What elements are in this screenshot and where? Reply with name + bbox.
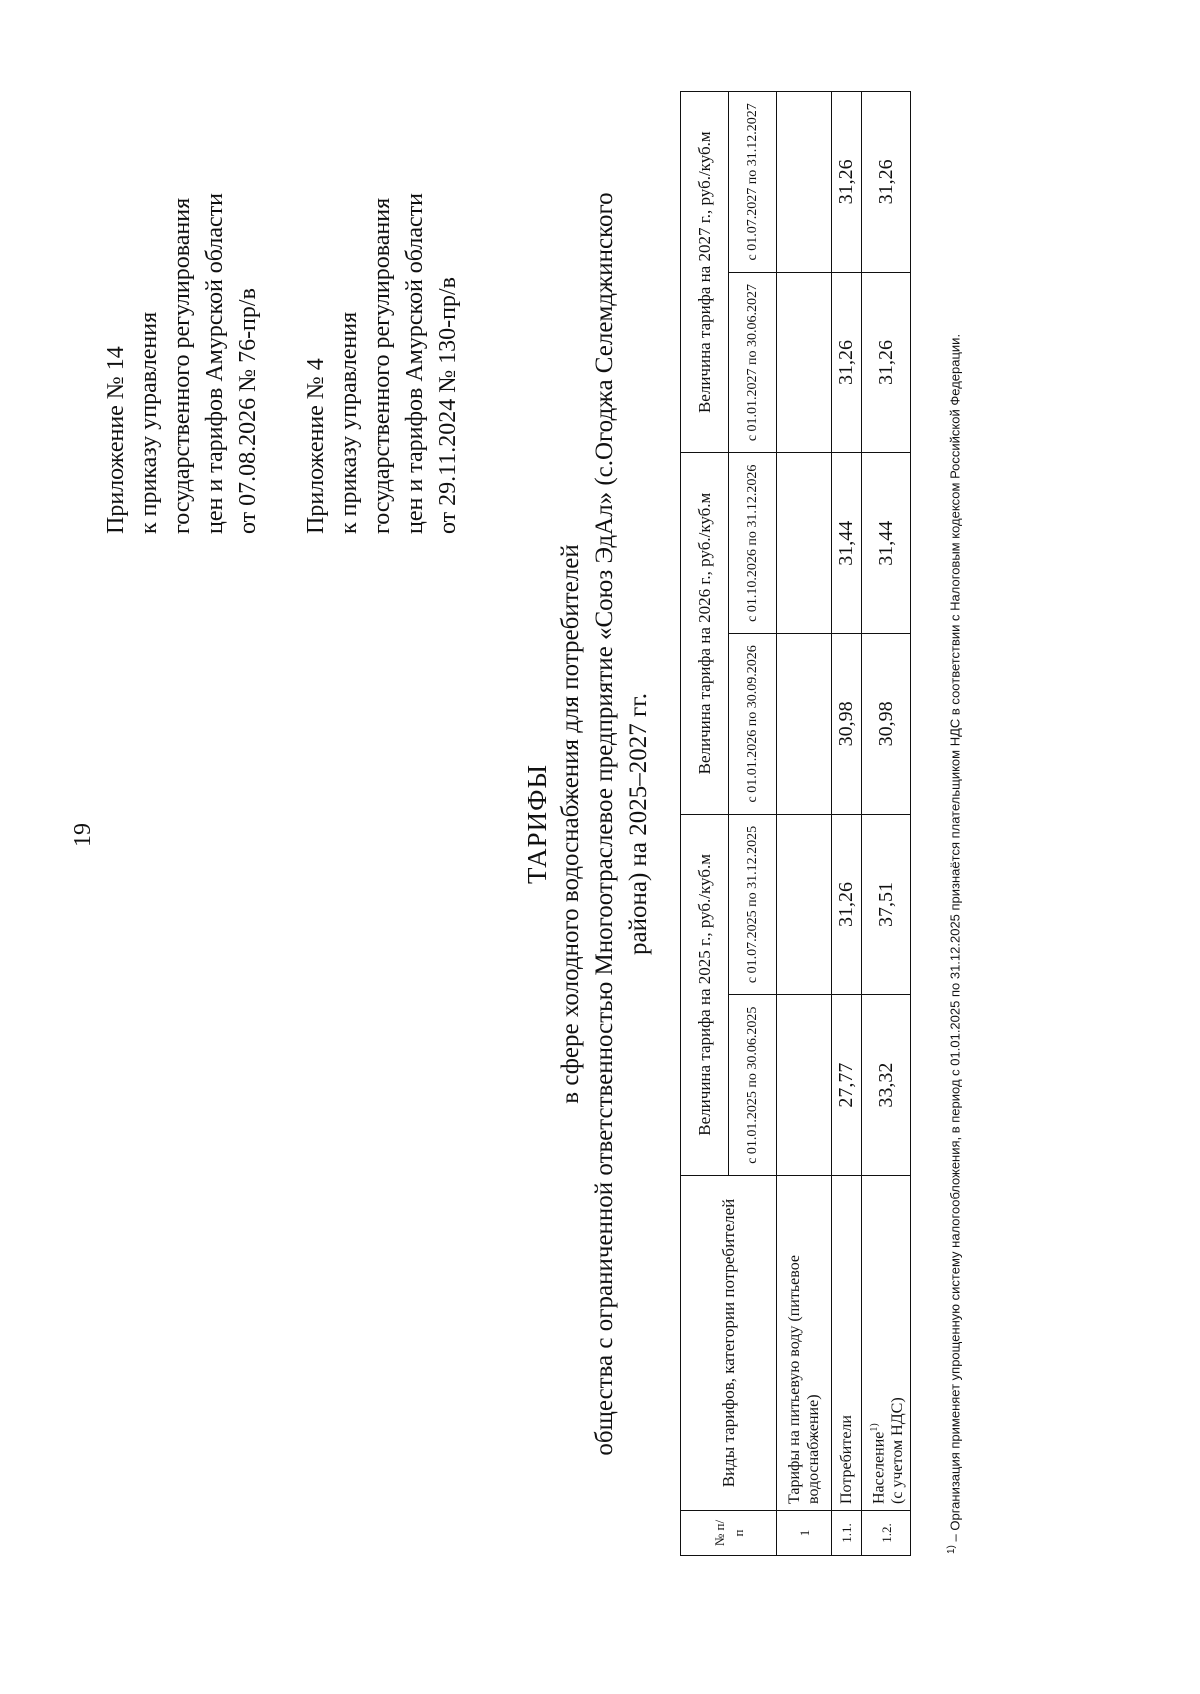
header-period: с 01.07.2025 по 31.12.2025 — [729, 814, 777, 995]
appendix-14-line: цен и тарифов Амурской области — [202, 192, 228, 534]
appendix-4-line: цен и тарифов Амурской области — [402, 192, 428, 534]
footnote — [942, 74, 964, 1554]
header-period: с 01.01.2027 по 30.06.2027 — [729, 272, 777, 453]
appendix-14-line: к приказу управления — [136, 311, 162, 534]
row-name: Тарифы на питьевую воду (питьевое водоснабжение) — [777, 1176, 832, 1511]
header-period: с 01.10.2026 по 31.12.2026 — [729, 453, 777, 634]
tariff-cell — [777, 995, 832, 1176]
tariff-cell — [777, 634, 832, 815]
appendix-14-line: государственного регулирования — [169, 197, 195, 534]
footnote-text: – Организация применяет упрощенную систему налогообложения, в период с 01.01.2025 по 31.12.2025 признаётся плательщиком НДС в соответствии с Налоговым кодексом Российской Федерации. — [947, 333, 963, 1546]
appendix-4-line: к приказу управления — [336, 311, 362, 534]
appendix-4-line: Приложение № 4 — [303, 358, 329, 534]
row-num: 1 — [777, 1511, 832, 1556]
row-num: 1.2. — [862, 1511, 911, 1556]
appendix-4-line: государственного регулирования — [369, 197, 395, 534]
appendix-14-line: от 07.08.2026 № 76-пр/в — [235, 288, 261, 534]
tariff-cell: 31,26 — [862, 92, 911, 273]
table-row — [777, 92, 832, 1556]
tariff-cell — [777, 814, 832, 995]
table-row — [832, 92, 862, 1556]
tariff-cell: 31,44 — [862, 453, 911, 634]
tariff-cell: 27,77 — [832, 995, 862, 1176]
page-number: 19 — [70, 823, 96, 847]
appendix-14-line: Приложение № 14 — [103, 346, 129, 534]
row-name-text: Население — [870, 1431, 888, 1504]
header-year-2027: Величина тарифа на 2027 г., руб./куб.м — [681, 92, 729, 453]
document-title — [520, 94, 656, 1554]
header-period: с 01.01.2025 по 30.06.2025 — [729, 995, 777, 1176]
tariff-cell: 37,51 — [862, 814, 911, 995]
tariff-cell: 30,98 — [862, 634, 911, 815]
title-line: в сфере холодного водоснабжения для потребителей — [557, 544, 584, 1104]
appendix-4-line: от 29.11.2024 № 130-пр/в — [435, 276, 461, 534]
footnote-marker: 1) — [946, 1545, 957, 1554]
title-main: ТАРИФЫ — [522, 763, 552, 885]
title-line: района) на 2025–2027 гг. — [625, 693, 652, 955]
appendix-14-block — [100, 193, 265, 534]
tariff-cell: 31,26 — [832, 814, 862, 995]
tariff-table — [680, 91, 911, 1556]
tariff-cell: 33,32 — [862, 995, 911, 1176]
tariff-cell: 31,26 — [832, 92, 862, 273]
table-row — [862, 92, 911, 1556]
tariff-cell — [777, 453, 832, 634]
header-period: с 01.01.2026 по 30.09.2026 — [729, 634, 777, 815]
header-year-2025: Величина тарифа на 2025 г., руб./куб.м — [681, 814, 729, 1175]
appendix-4-block — [300, 193, 465, 534]
header-num: № п/п — [681, 1511, 777, 1556]
tariff-cell — [777, 92, 832, 273]
title-line: общества с ограниченной ответственностью Многоотраслевое предприятие «Союз ЭдАл» (с.Огоджа Селемджинского — [591, 192, 618, 1456]
row-num: 1.1. — [832, 1511, 862, 1556]
header-year-2026: Величина тарифа на 2026 г., руб./куб.м — [681, 453, 729, 814]
row-name — [862, 1176, 911, 1511]
tariff-cell: 30,98 — [832, 634, 862, 815]
tariff-cell: 31,26 — [862, 272, 911, 453]
row-name-text: (с учетом НДС) — [889, 1397, 907, 1504]
table-header-row — [681, 92, 729, 1556]
tariff-cell: 31,26 — [832, 272, 862, 453]
tariff-cell — [777, 272, 832, 453]
row-name: Потребители — [832, 1176, 862, 1511]
tariff-cell: 31,44 — [832, 453, 862, 634]
header-period: с 01.07.2027 по 31.12.2027 — [729, 92, 777, 273]
footnote-ref: 1) — [869, 1423, 880, 1432]
header-tariff-type: Виды тарифов, категории потребителей — [681, 1176, 777, 1511]
